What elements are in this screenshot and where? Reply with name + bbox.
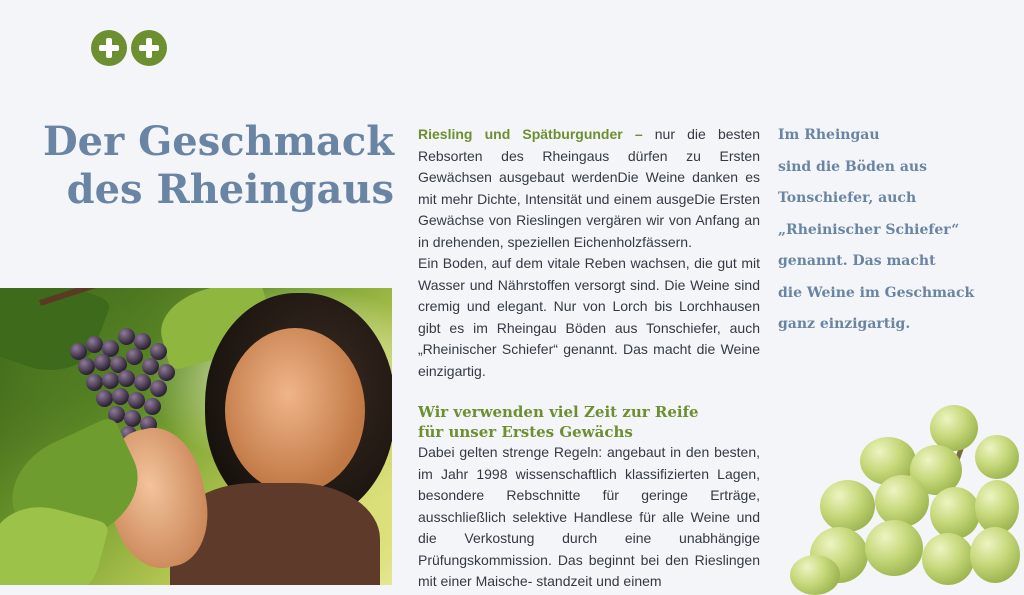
headline-line-2: des Rheingaus [66,166,394,213]
pull-quote-line: Im Rheingau [778,127,880,143]
soil-paragraph: Ein Boden, auf dem vitale Reben wachsen, die gut mit Wasser und Nährstoffen versorgt sind. Die Weine sind cremig und elegant. Nur von Lorch bis Lorchhausen gibt es im Rheingau Böden aus Tonschiefer, auch „Rheinischer Schiefer“ genannt. Das macht die Weine einzigartig. [418,255,760,379]
intro-paragraph [418,124,760,253]
pull-quote [778,122,1018,343]
article-body [418,124,760,593]
pull-quote-line: ganz einzigartig. [778,316,911,332]
plus-plus-logo [91,30,167,66]
headline-line-1: Der Geschmack [42,118,394,165]
pull-quote-line: „Rheinischer Schiefer“ [778,221,960,238]
pull-quote-line: die Weine im Geschmack [778,284,975,301]
woman-harvesting-grapes-photo [0,288,392,585]
subheading-line-2: für unser Erstes Gewächs [418,423,633,441]
plus-icon [91,30,127,66]
pull-quote-line: genannt. Das macht [778,253,936,269]
green-grapes-image [790,395,1024,585]
pull-quote-line: Tonschiefer, auch [778,190,917,206]
plus-icon [131,30,167,66]
headline [14,118,394,214]
intro-lead: Riesling und Spätburgunder – [418,126,643,142]
section-subheading [418,402,760,442]
rules-paragraph: Dabei gelten strenge Regeln: angebaut in den besten, im Jahr 1998 wissenschaftlich klassifizierten Lagen, besondere Rebschnitte für geringe Erträge, ausschließlich selektive Handlese für alle Weine und die Verkostung durch eine unabhängige Prüfungskommission. Das beginnt bei den Rieslingen mit einer Maische- standzeit und einem [418,444,760,589]
pull-quote-line: sind die Böden aus [778,158,927,175]
intro-text: nur die besten Rebsorten des Rheingaus dürfen zu Ersten Gewächsen ausgebaut werdenDie Weine danken es mit mehr Dichte, Intensität und einem ausgeDie Ersten Gewächse von Rieslingen vergären wir von Anfang an in drehenden, speziellen Eichenholzfässern. [418,126,760,250]
subheading-line-1: Wir verwenden viel Zeit zur Reife [418,403,699,421]
